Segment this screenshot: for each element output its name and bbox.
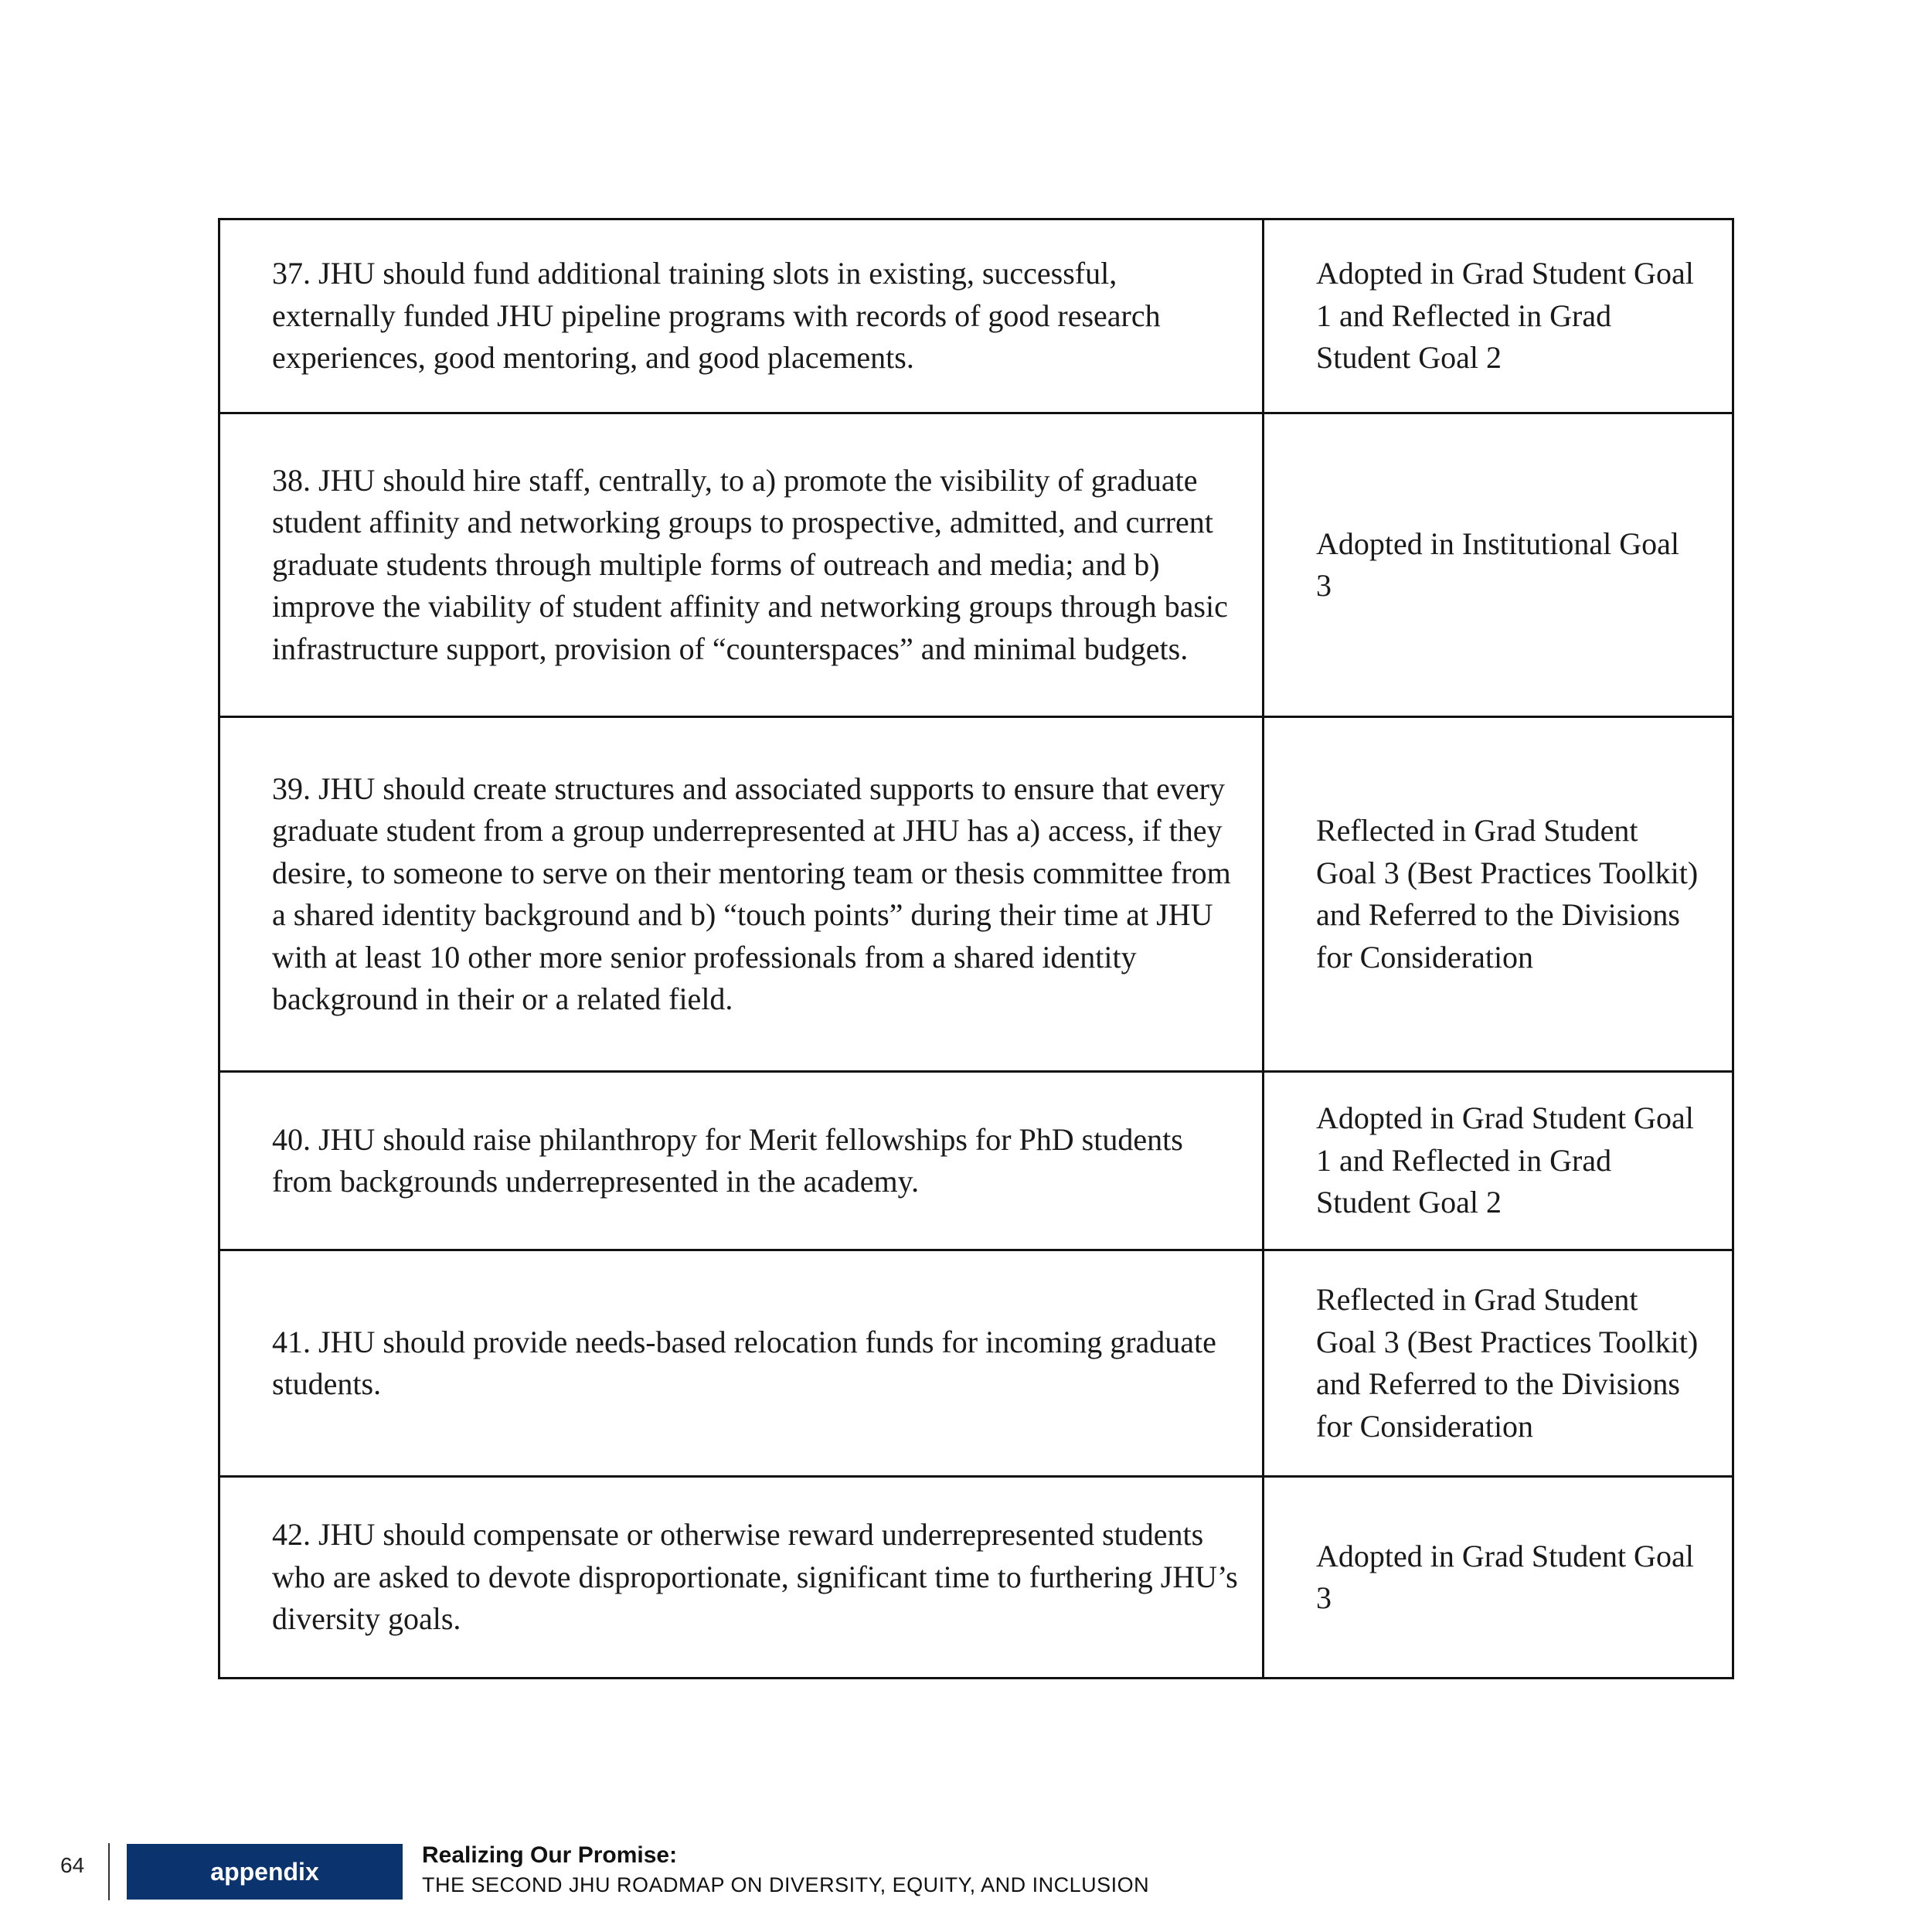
table-row [219, 219, 1733, 413]
section-label: appendix [127, 1844, 403, 1900]
footer-title: Realizing Our Promise: [422, 1842, 678, 1868]
recommendation-cell: 38. JHU should hire staff, centrally, to a) promote the visibility of graduate student affinity and networking groups to prospective, admitted, and current graduate students through multiple forms of outreach and media; and b) improve the viability of student affinity and networking groups through basic infrastructure support, provision of “counterspaces” and minimal budgets. [219, 413, 1264, 717]
recommendations-table [218, 218, 1734, 1679]
page-number: 64 [60, 1853, 85, 1877]
recommendation-cell: 40. JHU should raise philanthropy for Merit fellowships for PhD students from backgrounds underrepresented in the academy. [219, 1072, 1264, 1250]
footer-divider [108, 1843, 110, 1900]
table-row [219, 413, 1733, 717]
recommendation-cell: 37. JHU should fund additional training slots in existing, successful, externally funded JHU pipeline programs with records of good research experiences, good mentoring, and good placements. [219, 219, 1264, 413]
status-cell: Adopted in Grad Student Goal 1 and Reflected in Grad Student Goal 2 [1264, 219, 1733, 413]
recommendation-cell: 41. JHU should provide needs-based relocation funds for incoming graduate students. [219, 1250, 1264, 1477]
status-cell: Reflected in Grad Student Goal 3 (Best Practices Toolkit) and Referred to the Divisions for Consideration [1264, 717, 1733, 1072]
status-cell: Adopted in Grad Student Goal 1 and Reflected in Grad Student Goal 2 [1264, 1072, 1733, 1250]
table-row [219, 1250, 1733, 1477]
status-cell: Adopted in Institutional Goal 3 [1264, 413, 1733, 717]
table-row [219, 1477, 1733, 1679]
status-cell: Adopted in Grad Student Goal 3 [1264, 1477, 1733, 1679]
table-row [219, 717, 1733, 1072]
recommendation-cell: 39. JHU should create structures and associated supports to ensure that every graduate student from a group underrepresented at JHU has a) access, if they desire, to someone to serve on their mentoring team or thesis committee from a shared identity background and b) “touch points” during their time at JHU with at least 10 other more senior professionals from a shared identity background in their or a related field. [219, 717, 1264, 1072]
recommendation-cell: 42. JHU should compensate or otherwise reward underrepresented students who are asked to devote disproportionate, significant time to furthering JHU’s diversity goals. [219, 1477, 1264, 1679]
status-cell: Reflected in Grad Student Goal 3 (Best Practices Toolkit) and Referred to the Divisions for Consideration [1264, 1250, 1733, 1477]
table-row [219, 1072, 1733, 1250]
footer-subtitle: THE SECOND JHU ROADMAP ON DIVERSITY, EQUITY, AND INCLUSION [422, 1873, 1150, 1896]
